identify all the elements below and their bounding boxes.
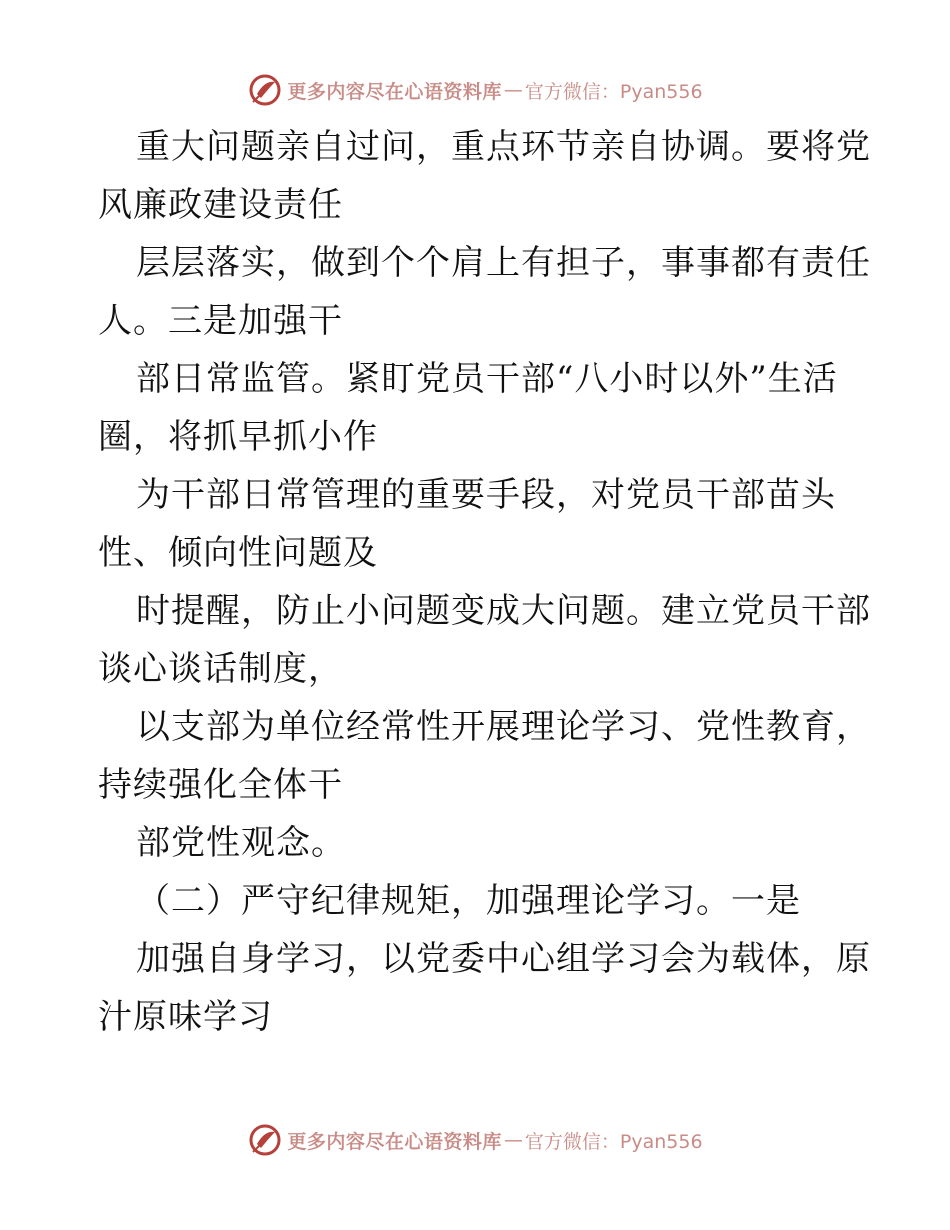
brand-logo-icon	[247, 1122, 283, 1158]
header-watermark-banner	[0, 70, 950, 110]
banner-dash: —	[503, 79, 523, 101]
body-line: 部党性观念。	[136, 823, 346, 863]
banner-text: 更多内容尽在心语资料库	[287, 80, 502, 103]
body-line: 风廉政建设责任	[98, 185, 343, 225]
section-heading-line: （二）严守纪律规矩，加强理论学习。一是	[136, 881, 801, 921]
body-line: 层层落实，做到个个肩上有担子，事事都有责任	[136, 243, 871, 283]
banner-text: 更多内容尽在心语资料库	[287, 1130, 502, 1153]
body-line: 时提醒，防止小问题变成大问题。建立党员干部	[136, 591, 871, 631]
body-line: 以支部为单位经常性开展理论学习、党性教育，	[136, 707, 871, 747]
banner-contact: 官方微信：Pyan556	[524, 1130, 703, 1153]
body-line: 圈，将抓早抓小作	[98, 417, 378, 457]
body-line: 性、倾向性问题及	[98, 533, 378, 573]
body-line: 重大问题亲自过问，重点环节亲自协调。要将党	[136, 127, 871, 167]
body-line: 加强自身学习，以党委中心组学习会为载体，原	[136, 939, 871, 979]
body-line: 谈心谈话制度，	[98, 649, 343, 689]
banner-dash: —	[503, 1129, 523, 1151]
banner-contact: 官方微信：Pyan556	[524, 80, 703, 103]
body-line: 为干部日常管理的重要手段，对党员干部苗头	[136, 475, 836, 515]
footer-watermark-banner	[0, 1120, 950, 1160]
brand-logo-icon	[247, 72, 283, 108]
body-line: 人。三是加强干	[98, 301, 343, 341]
body-line: 部日常监管。紧盯党员干部“八小时以外”生活	[136, 359, 838, 399]
document-body	[98, 118, 871, 1046]
body-line: 持续强化全体干	[98, 765, 343, 805]
body-line: 汁原味学习	[98, 997, 273, 1037]
